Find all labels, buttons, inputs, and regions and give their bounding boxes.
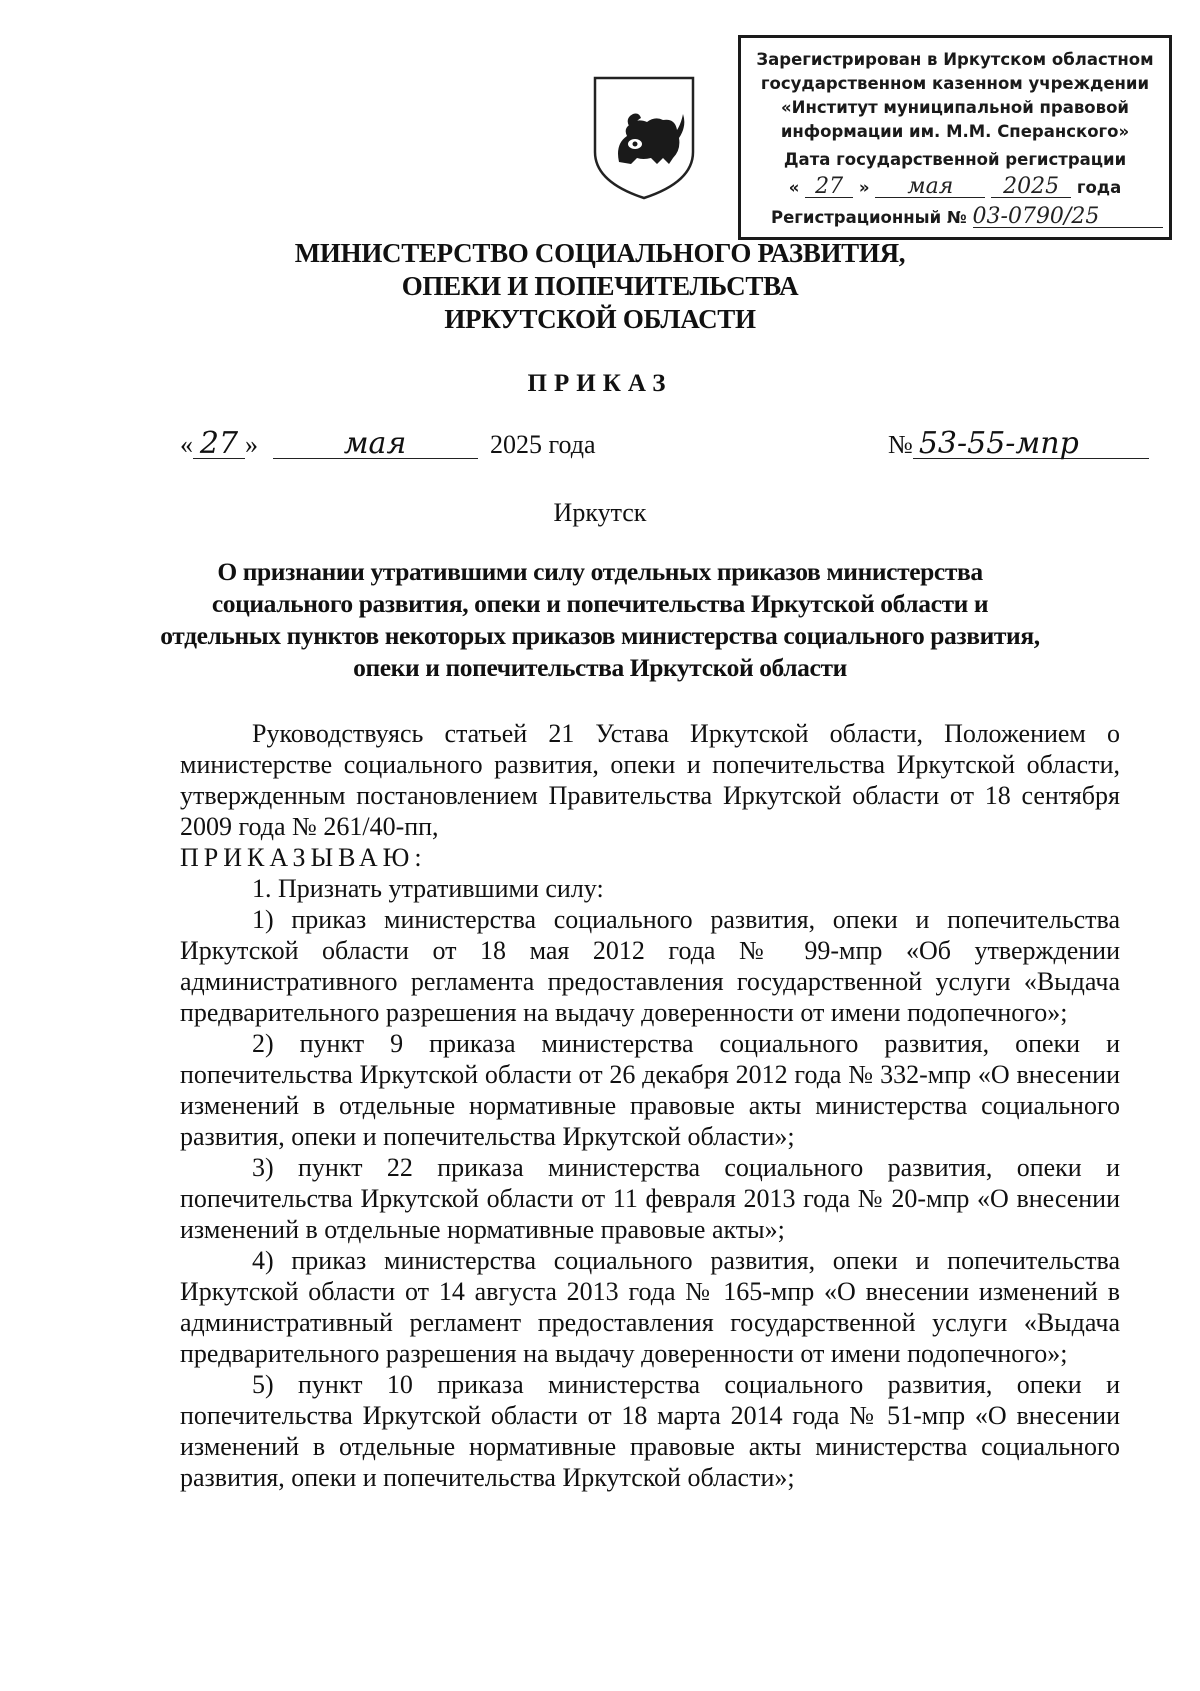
- stamp-registration-number: Регистрационный № 03-0790/25: [747, 206, 1163, 230]
- stamp-date-day: 27: [805, 177, 853, 198]
- subitem-5: 5) пункт 10 приказа министерства социального развития, опеки и попечительства Иркутской области от 18 марта 2014 года № 51-мпр «О внесении изменений в отдельные нормативные правовые акты министерства социального развития, опеки и попечительства Иркутской области»;: [180, 1370, 1120, 1492]
- order-number-handwritten: 53-55-мпр: [913, 430, 1149, 459]
- stamp-date-month: мая: [875, 177, 985, 198]
- document-title: О признании утратившими силу отдельных приказов министерства социального развития, опеки и попечительства Иркутской области и отдельных пунктов некоторых приказов министерства социального развития, опеки и попечительства Иркутской области: [160, 557, 1040, 682]
- stamp-line: Зарегистрирован в Иркутском областном: [756, 50, 1154, 69]
- stamp-date-year: 2025: [991, 177, 1071, 198]
- stamp-line: «Институт муниципальной правовой: [781, 98, 1129, 117]
- city: Иркутск: [553, 498, 647, 527]
- stamp-line: Дата государственной регистрации: [783, 150, 1127, 169]
- order-year: 2025 года: [490, 430, 596, 459]
- stamp-reg-number-handwritten: 03-0790/25: [973, 207, 1163, 228]
- document-body: [180, 718, 1120, 1493]
- order-date: « 27 » мая 2025 года: [180, 426, 596, 461]
- subitem-2: 2) пункт 9 приказа министерства социального развития, опеки и попечительства Иркутской области от 26 декабря 2012 года № 332-мпр «О внесении изменений в отдельные нормативные правовые акты министерства социального развития, опеки и попечительства Иркутской области»;: [180, 1029, 1120, 1151]
- organization-name: МИНИСТЕРСТВО СОЦИАЛЬНОГО РАЗВИТИЯ, ОПЕКИ И ПОПЕЧИТЕЛЬСТВА ИРКУТСКОЙ ОБЛАСТИ: [294, 238, 906, 334]
- preamble-paragraph: Руководствуясь статьей 21 Устава Иркутской области, Положением о министерстве социального развития, опеки и попечительства Иркутской области, утвержденным постановлением Правительства Иркутской области от 18 сентября 2009 года № 261/40-пп,: [180, 719, 1120, 841]
- stamp-line: государственном казенном учреждении: [760, 74, 1150, 93]
- subitem-1: 1) приказ министерства социального развития, опеки и попечительства Иркутской области от 18 мая 2012 года № 99-мпр «Об утверждении административного регламента предоставления государственной услуги «Выдача предварительного разрешения на выдачу доверенности от имени подопечного»;: [180, 905, 1120, 1027]
- order-month-handwritten: мая: [273, 430, 478, 459]
- irkutsk-coat-of-arms-icon: [589, 74, 699, 202]
- stamp-registration-date: « 27 » мая 2025 года: [788, 174, 1122, 199]
- subitem-4: 4) приказ министерства социального развития, опеки и попечительства Иркутской области от 14 августа 2013 года № 165-мпр «О внесении изменений в административный регламент предоставления государственной услуги «Выдача предварительного разрешения на выдачу доверенности от имени подопечного»;: [180, 1246, 1120, 1368]
- subitem-3: 3) пункт 22 приказа министерства социального развития, опеки и попечительства Иркутской области от 11 февраля 2013 года № 20-мпр «О внесении изменений в отдельные нормативные правовые акты»;: [180, 1153, 1120, 1244]
- order-number: № 53-55-мпр: [888, 430, 1149, 460]
- registration-stamp: [738, 35, 1172, 240]
- paragraph-item-1: 1. Признать утратившими силу:: [252, 874, 604, 903]
- document-type: ПРИКАЗ: [527, 370, 673, 397]
- stamp-line: информации им. М.М. Сперанского»: [780, 122, 1130, 141]
- order-day-handwritten: 27: [193, 430, 245, 459]
- order-word: ПРИКАЗЫВАЮ:: [180, 843, 427, 872]
